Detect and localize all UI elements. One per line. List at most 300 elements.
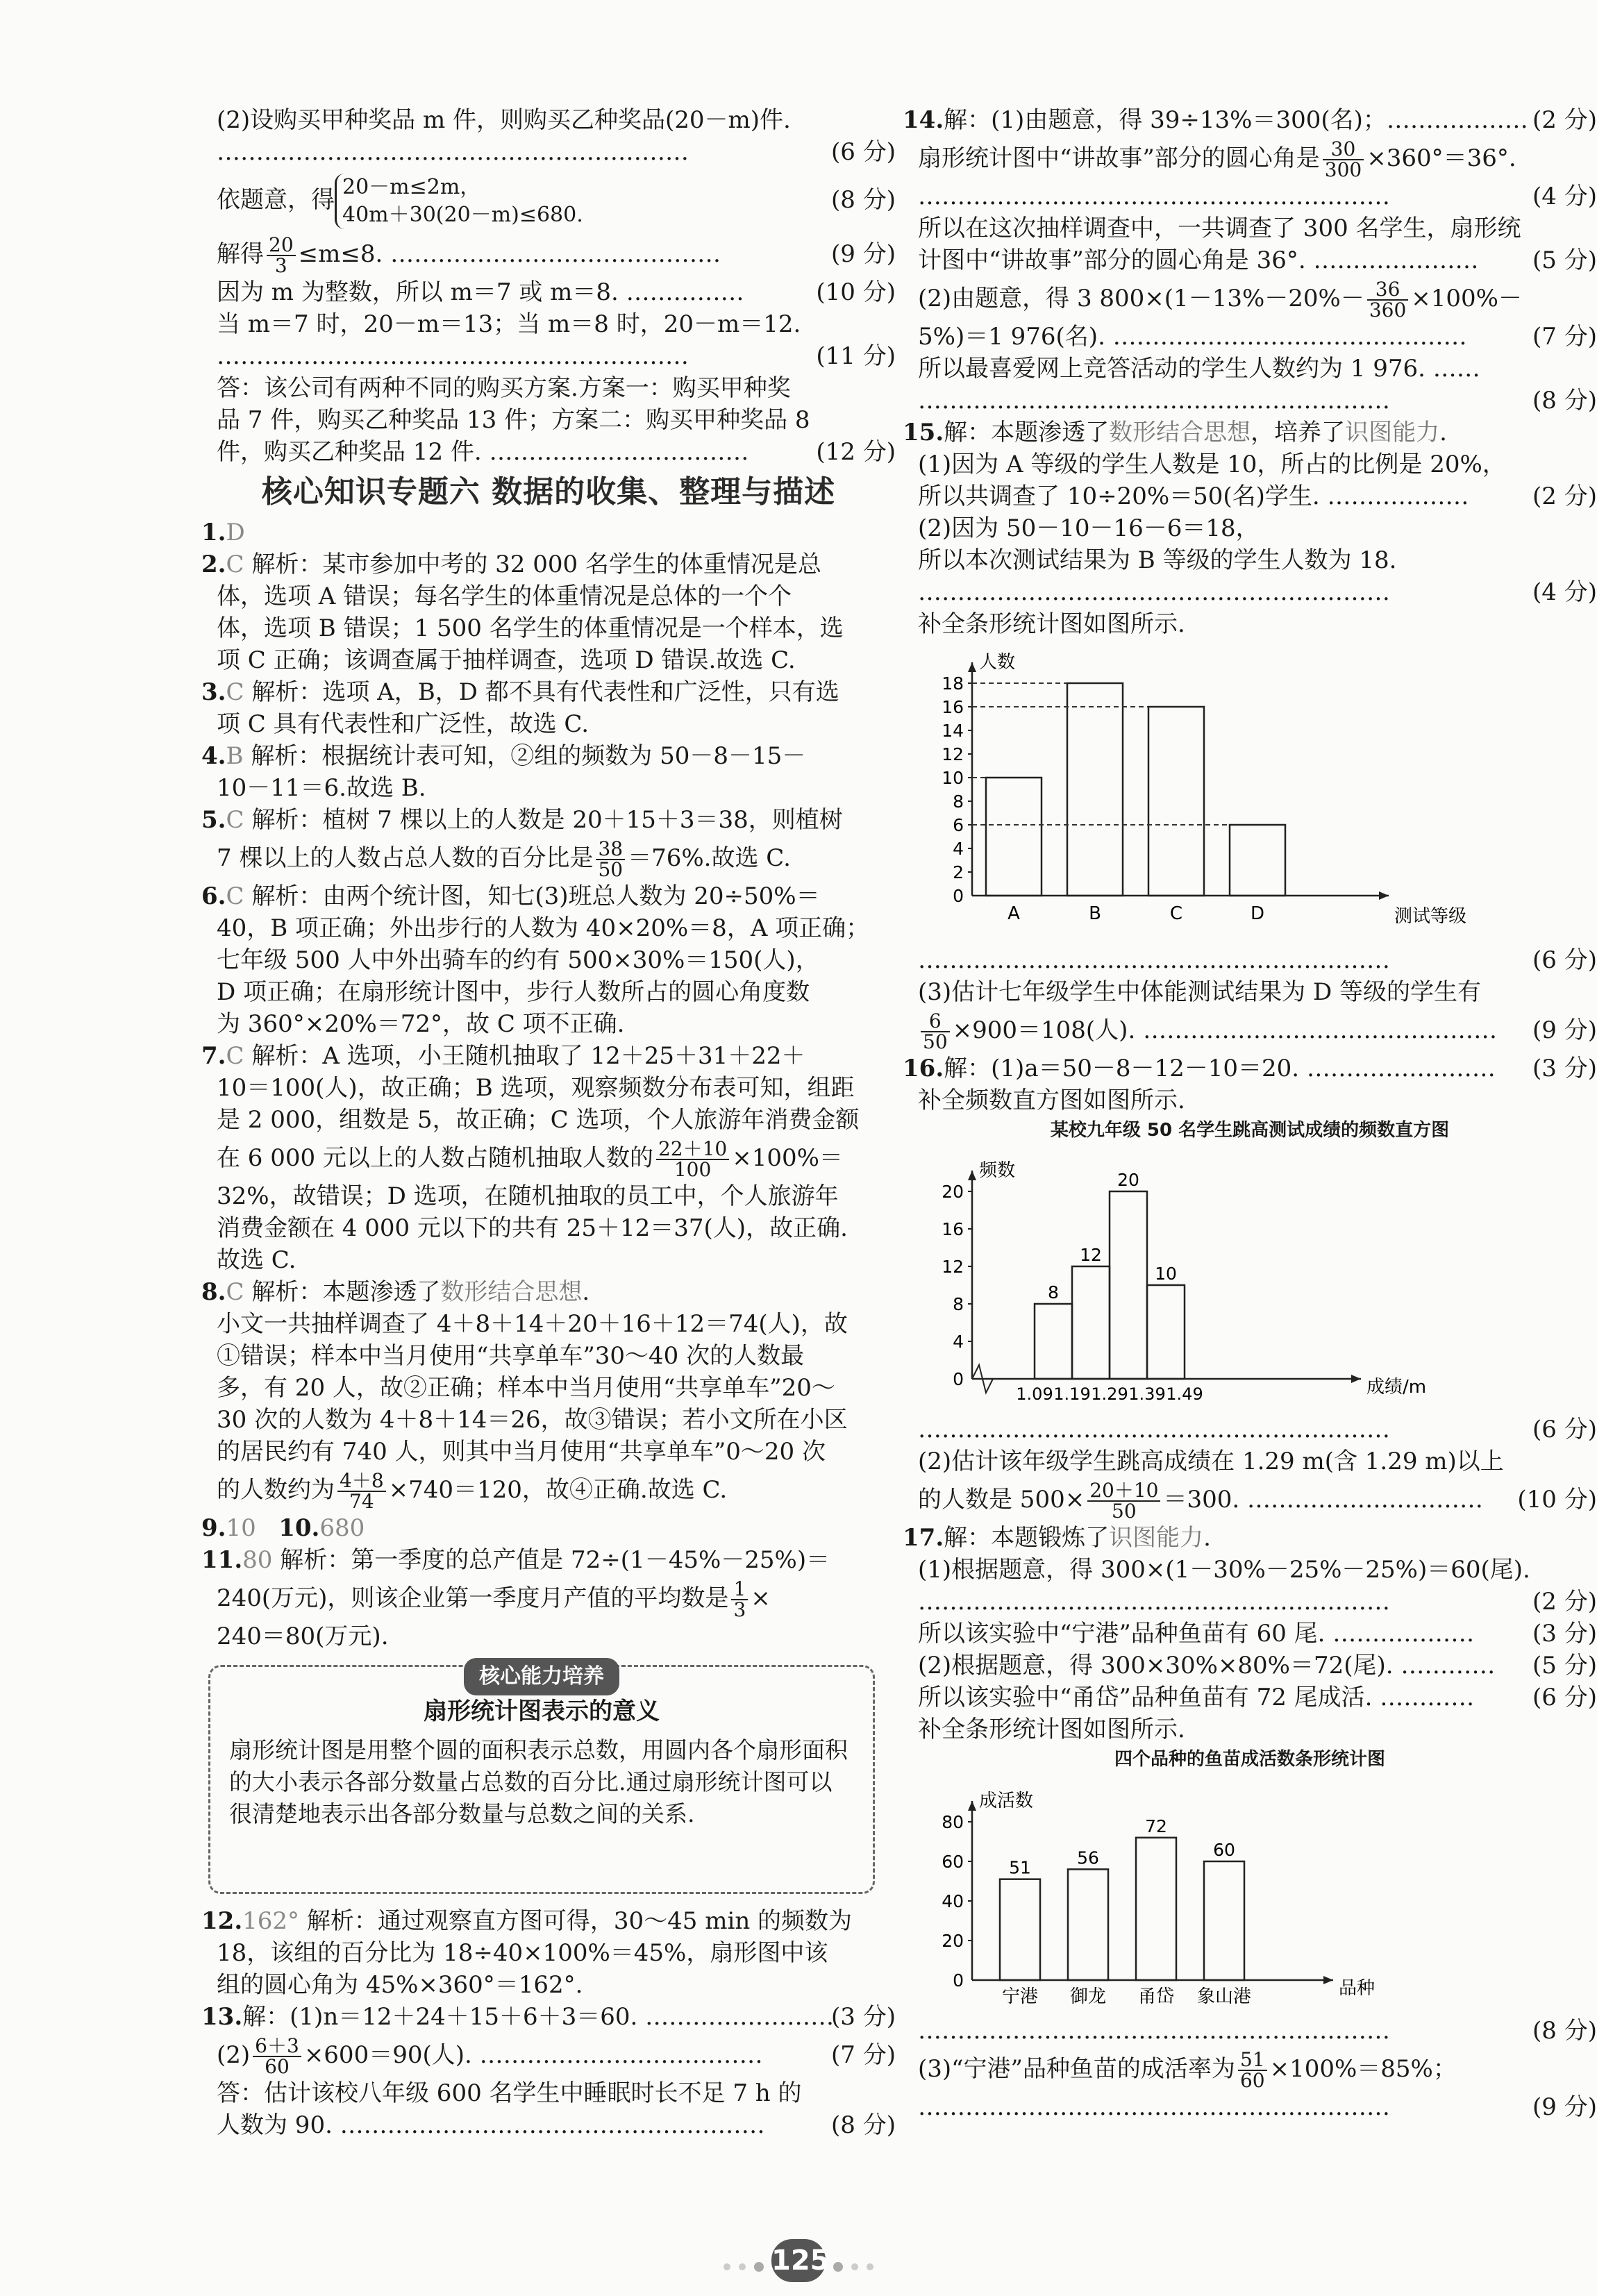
text: …………………………………………………… bbox=[918, 1588, 1390, 1616]
text: (1)根据题意，得 300×(1－30%－25%－25%)＝60(尾). bbox=[918, 1556, 1530, 1584]
y-tick-label: 6 bbox=[953, 815, 964, 835]
text-line bbox=[903, 276, 1597, 321]
x-tick-label: 1.19 bbox=[1053, 1384, 1091, 1404]
text: D 项正确；在扇形统计图中，步行人数所占的圆心角度数 bbox=[217, 978, 810, 1006]
text-line bbox=[201, 740, 896, 772]
text: …………………………………………………… bbox=[217, 342, 689, 370]
score-label: (8 分) bbox=[831, 2111, 896, 2139]
text: 解析：第一季度的总产值是 72÷(1－45%－25%)＝ bbox=[280, 1546, 830, 1574]
bar bbox=[1136, 1838, 1176, 1980]
question-number: 15. bbox=[903, 419, 944, 446]
text: . bbox=[582, 1278, 590, 1306]
score-label: (8 分) bbox=[1532, 2017, 1597, 2045]
text: 5%)＝1 976(名). ……………………………………… bbox=[918, 323, 1467, 351]
text-line bbox=[201, 1576, 896, 1620]
text-line bbox=[903, 480, 1597, 512]
x-tick-label: 御龙 bbox=[1069, 1986, 1107, 2007]
text: 因为 m 为整数，所以 m＝7 或 m＝8. …………… bbox=[217, 278, 744, 306]
x-axis-arrow bbox=[1323, 1976, 1333, 1984]
answer-16-part2 bbox=[903, 1414, 1597, 1522]
box-body: 扇形统计图是用整个圆的面积表示总数，用圆内各个扇形面积的大小表示各部分数量占总数的百分比.通过扇形统计图可以很清楚地表示出各部分数量与总数之间的关系. bbox=[229, 1736, 848, 1827]
text-line bbox=[903, 1446, 1597, 1477]
text: 消费金额在 4 000 元以下的共有 25＋12＝37(人)，故正确. bbox=[217, 1214, 848, 1242]
text-line bbox=[201, 912, 896, 944]
score-label: (12 分) bbox=[816, 438, 896, 466]
answer-14 bbox=[903, 104, 1597, 417]
text: …………………………………………………… bbox=[918, 2017, 1390, 2045]
score-label: (2 分) bbox=[1532, 106, 1597, 134]
text-line bbox=[903, 2091, 1597, 2123]
y-tick-label: 8 bbox=[953, 791, 964, 812]
question-number: 6. bbox=[201, 882, 226, 910]
score-label: (9 分) bbox=[1532, 1016, 1597, 1044]
y-tick-label: 16 bbox=[942, 1219, 964, 1239]
answer-1: 1.D bbox=[201, 519, 245, 546]
text-line bbox=[903, 1522, 1597, 1554]
text: 解析：某市参加中考的 32 000 名学生的体重情况是总 bbox=[251, 551, 821, 578]
fraction bbox=[656, 1139, 729, 1180]
score-label: (2 分) bbox=[1532, 1588, 1597, 1616]
text: 扇形统计图中“讲故事”部分的圆心角是 bbox=[918, 144, 1320, 172]
denominator: 60 bbox=[265, 2055, 290, 2078]
text: 7 棵以上的人数占总人数的百分比是 bbox=[217, 844, 594, 872]
answer-5 bbox=[201, 804, 896, 880]
text: 故选 C. bbox=[217, 1246, 296, 1274]
score-label: (10 分) bbox=[1517, 1486, 1597, 1514]
text: (1)因为 A 等级的学生人数是 10，所占的比例是 20%， bbox=[918, 451, 1506, 478]
question-number: 7. bbox=[201, 1042, 226, 1070]
x-tick-label: D bbox=[1250, 903, 1265, 924]
spacer bbox=[244, 1278, 252, 1306]
text: 为 360°×20%＝72°，故 C 项不正确. bbox=[217, 1010, 625, 1038]
answer-choice: C bbox=[226, 1278, 244, 1306]
answer-2 bbox=[201, 548, 896, 676]
text-line bbox=[903, 576, 1597, 608]
x-tick-label: 象山港 bbox=[1196, 1986, 1252, 2007]
text: …………………………………………………… bbox=[918, 183, 1390, 210]
fraction bbox=[921, 1009, 950, 1053]
text-line bbox=[201, 804, 896, 836]
score-label: (11 分) bbox=[816, 342, 896, 370]
text: 依题意，得 bbox=[217, 186, 335, 214]
answer-11 bbox=[201, 1544, 896, 1652]
fraction bbox=[731, 1579, 748, 1620]
text-line bbox=[201, 1905, 896, 1937]
text: ×900＝108(人). ……………………………………… bbox=[952, 1016, 1498, 1044]
text: ＝300. ………………………… bbox=[1163, 1486, 1483, 1514]
text-line bbox=[201, 276, 896, 308]
text: 答：估计该校八年级 600 名学生中睡眠时长不足 7 h 的 bbox=[217, 2079, 802, 2107]
answer-choice: C bbox=[226, 678, 244, 706]
answer-8 bbox=[201, 1276, 896, 1512]
bar bbox=[1067, 683, 1123, 896]
x-tick-label: A bbox=[1007, 903, 1020, 924]
page-number-badge bbox=[0, 2239, 1597, 2282]
text-line bbox=[201, 1104, 896, 1136]
score-label: (9 分) bbox=[831, 240, 896, 268]
histogram-jump-scores bbox=[930, 1150, 1458, 1414]
numerator: 38 bbox=[596, 839, 625, 860]
text: 解：本题渗透了 bbox=[944, 419, 1110, 446]
text: 解析：选项 A，B，D 都不具有代表性和广泛性，只有选 bbox=[251, 678, 839, 706]
spacer bbox=[244, 678, 252, 706]
text: 小文一共抽样调查了 4＋8＋14＋20＋16＋12＝74(人)，故 bbox=[217, 1310, 848, 1338]
y-axis-arrow bbox=[968, 662, 976, 672]
text-line bbox=[903, 1586, 1597, 1618]
score-label: (5 分) bbox=[1532, 1652, 1597, 1679]
text: (2)由题意，得 3 800×(1－13%－20%－ bbox=[918, 285, 1364, 312]
data-label: 56 bbox=[1077, 1847, 1099, 1868]
question-number: 17. bbox=[903, 1524, 944, 1552]
box-title: 扇形统计图表示的意义 bbox=[424, 1698, 660, 1725]
text-line bbox=[201, 836, 896, 880]
highlight: 识图能力 bbox=[1109, 1524, 1204, 1552]
text: ×100%－ bbox=[1411, 285, 1522, 312]
y-tick-label: 0 bbox=[953, 1970, 964, 1991]
text-line bbox=[903, 944, 1597, 976]
text-line bbox=[201, 548, 896, 580]
denominator: 3 bbox=[274, 254, 287, 277]
text: ，培养了 bbox=[1251, 419, 1346, 446]
text-line bbox=[903, 1682, 1597, 1713]
text: …………………………………………………… bbox=[918, 1416, 1390, 1443]
left-column bbox=[201, 104, 896, 2141]
text-line bbox=[201, 976, 896, 1008]
text: 解析：本题渗透了 bbox=[251, 1278, 441, 1306]
text-line bbox=[201, 2001, 896, 2033]
score-label: (7 分) bbox=[831, 2041, 896, 2069]
score-label: (8 分) bbox=[831, 186, 896, 214]
x-tick-label: 1.09 bbox=[1016, 1384, 1053, 1404]
y-axis-label: 成活数 bbox=[979, 1791, 1034, 1811]
data-label: 8 bbox=[1048, 1282, 1059, 1302]
fraction bbox=[253, 2036, 301, 2077]
spacer bbox=[272, 1546, 280, 1574]
inequality: 40m＋30(20－m)≤680. bbox=[342, 203, 583, 227]
answer-7 bbox=[201, 1040, 896, 1276]
x-tick-label: C bbox=[1169, 903, 1183, 924]
text-line bbox=[201, 1340, 896, 1372]
x-tick-label: 1.39 bbox=[1128, 1384, 1166, 1404]
answer-12 bbox=[201, 1905, 896, 2001]
text-line bbox=[903, 2047, 1597, 2091]
bar-chart-fish-survival bbox=[930, 1779, 1458, 2015]
text: ＝76%.故选 C. bbox=[628, 844, 791, 872]
answer-choice: C bbox=[226, 1042, 244, 1070]
text: 40，B 项正确；外出步行的人数为 40×20%＝8，A 项正确； bbox=[217, 914, 870, 942]
text: 计图中“讲故事”部分的圆心角是 36°. ………………… bbox=[918, 246, 1479, 274]
text: 解析：A 选项，小王随机抽取了 12＋25＋31＋22＋ bbox=[251, 1042, 805, 1070]
answer-13 bbox=[201, 2001, 896, 2141]
text-line bbox=[201, 1969, 896, 2001]
fraction bbox=[1367, 280, 1408, 320]
score-label: (3 分) bbox=[1532, 1620, 1597, 1648]
text: ×100%＝ bbox=[732, 1144, 843, 1172]
question-number: 2. bbox=[201, 551, 226, 578]
score-label: (5 分) bbox=[1532, 246, 1597, 274]
score-label: (9 分) bbox=[1532, 2093, 1597, 2121]
text-line bbox=[903, 353, 1597, 385]
text: 组的圆心角为 45%×360°＝162°. bbox=[217, 1971, 583, 1999]
text-line bbox=[201, 772, 896, 804]
text: 所以最喜爱网上竞答活动的学生人数约为 1 976. …… bbox=[918, 355, 1480, 383]
text: 所以该实验中“甬岱”品种鱼苗有 72 尾成活. ………… bbox=[918, 1684, 1475, 1711]
score-label: (6 分) bbox=[1532, 946, 1597, 974]
numerator: 20 bbox=[267, 235, 296, 256]
text: …………………………………………………… bbox=[918, 387, 1390, 414]
bar bbox=[1204, 1861, 1244, 1980]
fraction bbox=[1087, 1481, 1160, 1521]
text-line bbox=[903, 385, 1597, 417]
answer-15-part1 bbox=[903, 417, 1597, 640]
y-tick-label: 80 bbox=[942, 1812, 964, 1832]
text-line bbox=[201, 1372, 896, 1404]
numerator: 20＋10 bbox=[1087, 1481, 1160, 1502]
question-number: 11. bbox=[201, 1546, 243, 1574]
text: 答：该公司有两种不同的购买方案.方案一：购买甲种奖 bbox=[217, 374, 791, 402]
x-tick-label: 1.49 bbox=[1166, 1384, 1203, 1404]
text-line bbox=[201, 1008, 896, 1040]
numerator: 6 bbox=[921, 1012, 950, 1032]
text-line bbox=[201, 1620, 896, 1652]
score-label: (6 分) bbox=[1532, 1416, 1597, 1443]
fraction bbox=[1323, 137, 1364, 181]
question-number: 12. bbox=[201, 1907, 243, 1935]
text-line bbox=[903, 136, 1597, 181]
x-tick-label: 甬岱 bbox=[1137, 1986, 1175, 2007]
text: 所以共调查了 10÷20%＝50(名)学生. ……………… bbox=[918, 483, 1469, 510]
bar bbox=[1068, 1869, 1108, 1980]
text: 18，该组的百分比为 18÷40×100%＝45%，扇形图中该 bbox=[217, 1939, 828, 1967]
answer-9-10: 9.10 10.680 bbox=[201, 1514, 365, 1542]
spacer bbox=[244, 882, 252, 910]
answer-choice: C bbox=[226, 882, 244, 910]
text-line bbox=[201, 1404, 896, 1436]
bar bbox=[1035, 1304, 1072, 1379]
fraction bbox=[337, 1471, 386, 1511]
numerator: 30 bbox=[1323, 140, 1364, 160]
y-axis-arrow bbox=[968, 1171, 976, 1180]
answer-choice: C bbox=[226, 806, 244, 834]
text: 人数为 90. ……………………………………………… bbox=[217, 2111, 765, 2139]
data-label: 72 bbox=[1145, 1816, 1167, 1836]
text-line bbox=[903, 321, 1597, 353]
inequality: 20－m≤2m， bbox=[342, 175, 481, 199]
text: 解：(1)a＝50－8－12－10＝20. …………………… bbox=[944, 1055, 1496, 1082]
denominator: 50 bbox=[598, 858, 624, 881]
bar bbox=[1110, 1191, 1147, 1379]
text-line bbox=[201, 1436, 896, 1468]
text: 体，选项 A 错误；每名学生的体重情况是总体的一个个 bbox=[217, 583, 792, 610]
text: (3)“宁港”品种鱼苗的成活率为 bbox=[918, 2055, 1235, 2083]
text-line bbox=[201, 1468, 896, 1512]
y-tick-label: 20 bbox=[942, 1182, 964, 1202]
text: ×360°＝36°. bbox=[1366, 144, 1516, 172]
text-line bbox=[201, 436, 896, 468]
text: 补全频数直方图如图所示. bbox=[918, 1087, 1185, 1114]
score-label: (8 分) bbox=[1532, 387, 1597, 414]
y-axis-label: 频数 bbox=[979, 1160, 1016, 1181]
y-tick-label: 0 bbox=[953, 886, 964, 906]
text-line bbox=[201, 1937, 896, 1969]
text-line bbox=[903, 608, 1597, 640]
text: 解：(1)n＝12＋24＋15＋6＋3＝60. …………………… bbox=[242, 2003, 835, 2031]
text-line bbox=[903, 1414, 1597, 1446]
bar bbox=[1148, 707, 1204, 896]
text-line bbox=[201, 1308, 896, 1340]
answer-15-part2 bbox=[903, 944, 1597, 1053]
data-label: 12 bbox=[1080, 1245, 1102, 1265]
text: 的人数是 500× bbox=[918, 1486, 1085, 1514]
histogram-title: 某校九年级 50 名学生跳高测试成绩的频数直方图 bbox=[1050, 1120, 1450, 1141]
y-tick-label: 12 bbox=[942, 1257, 964, 1277]
text: ≤m≤8. …………………………………… bbox=[298, 240, 721, 268]
text-line bbox=[903, 1084, 1597, 1116]
answer-4 bbox=[201, 740, 896, 804]
box-badge: 核心能力培养 bbox=[464, 1658, 619, 1695]
text-line bbox=[903, 512, 1597, 544]
y-tick-label: 2 bbox=[953, 862, 964, 882]
answer-choice: 80 bbox=[242, 1546, 273, 1574]
numerator: 6＋3 bbox=[253, 2036, 301, 2057]
highlight: 识图能力 bbox=[1345, 419, 1440, 446]
text: 解：本题锻炼了 bbox=[944, 1524, 1110, 1552]
x-axis-arrow bbox=[1351, 1375, 1361, 1383]
equation-system bbox=[335, 174, 583, 229]
text: 补全条形统计图如图所示. bbox=[918, 610, 1185, 638]
answer-3 bbox=[201, 676, 896, 740]
spacer bbox=[244, 742, 251, 770]
denominator: 50 bbox=[1112, 1500, 1137, 1523]
text-line bbox=[903, 1477, 1597, 1522]
text: …………………………………………………… bbox=[918, 946, 1390, 974]
y-tick-label: 16 bbox=[942, 697, 964, 717]
denominator: 300 bbox=[1324, 158, 1362, 181]
text: (2)因为 50－10－16－6＝18， bbox=[918, 514, 1260, 542]
spacer bbox=[299, 1907, 307, 1935]
score-label: (6 分) bbox=[831, 138, 896, 166]
text: (2) bbox=[217, 2041, 251, 2069]
text: ×100%＝85%； bbox=[1269, 2055, 1457, 2083]
text: 项 C 正确；该调查属于抽样调查，选项 D 错误.故选 C. bbox=[217, 646, 796, 674]
text: 所以本次测试结果为 B 等级的学生人数为 18. bbox=[918, 546, 1397, 574]
denominator: 50 bbox=[923, 1030, 948, 1053]
y-tick-label: 10 bbox=[942, 768, 964, 788]
core-ability-box bbox=[208, 1665, 875, 1894]
text-line bbox=[903, 544, 1597, 576]
numerator: 22＋10 bbox=[656, 1139, 729, 1160]
y-tick-label: 4 bbox=[953, 1332, 964, 1352]
answer-choice: B bbox=[226, 742, 244, 770]
bar bbox=[986, 778, 1042, 896]
text: …………………………………………………… bbox=[918, 578, 1390, 606]
x-axis-label: 测试等级 bbox=[1394, 906, 1467, 927]
text: 体，选项 B 错误；1 500 名学生的体重情况是一个样本，选 bbox=[217, 614, 844, 642]
right-column bbox=[903, 104, 1597, 2123]
highlight: 数形结合思想 bbox=[1109, 419, 1251, 446]
text-line bbox=[201, 1180, 896, 1212]
text: (3)估计七年级学生中体能测试结果为 D 等级的学生有 bbox=[918, 978, 1482, 1006]
text-line bbox=[201, 580, 896, 612]
text: 在 6 000 元以上的人数占随机抽取人数的 bbox=[217, 1144, 653, 1172]
y-tick-label: 18 bbox=[942, 673, 964, 694]
question-number: 4. bbox=[201, 742, 226, 770]
x-axis-label: 品种 bbox=[1339, 1978, 1376, 1999]
data-label: 20 bbox=[1117, 1170, 1139, 1190]
y-tick-label: 20 bbox=[942, 1931, 964, 1951]
y-tick-label: 0 bbox=[953, 1369, 964, 1389]
x-tick-label: 宁港 bbox=[1001, 1986, 1039, 2007]
text: 240＝80(万元). bbox=[217, 1623, 389, 1650]
spacer bbox=[244, 551, 252, 578]
text-line bbox=[201, 404, 896, 436]
answer-17-part1 bbox=[903, 1522, 1597, 1745]
text: 解：(1)由题意，得 39÷13%＝300(名)；……………… bbox=[944, 106, 1528, 134]
text-line bbox=[201, 1136, 896, 1180]
y-tick-label: 60 bbox=[942, 1852, 964, 1872]
text: 补全条形统计图如图所示. bbox=[918, 1716, 1185, 1743]
answer-choice: C bbox=[226, 551, 244, 578]
text: 解析：由两个统计图，知七(3)班总人数为 20÷50%＝ bbox=[251, 882, 820, 910]
text-line bbox=[903, 1053, 1597, 1084]
text: 32%，故错误；D 选项，在随机抽取的员工中，个人旅游年 bbox=[217, 1182, 839, 1210]
score-label: (3 分) bbox=[1532, 1055, 1597, 1082]
score-label: (10 分) bbox=[816, 278, 896, 306]
text-line bbox=[903, 976, 1597, 1008]
bar-chart-test-levels bbox=[930, 646, 1467, 944]
spacer bbox=[244, 806, 252, 834]
x-tick-label: 1.29 bbox=[1091, 1384, 1128, 1404]
text: 的居民约有 740 人，则其中当月使用“共享单车”0～20 次 bbox=[217, 1438, 826, 1466]
text: 件，购买乙种奖品 12 件. …………………………… bbox=[217, 438, 749, 466]
text: 解得 bbox=[217, 240, 264, 268]
score-label: (3 分) bbox=[831, 2003, 896, 2031]
bar bbox=[1072, 1266, 1110, 1379]
denominator: 60 bbox=[1239, 2069, 1265, 2092]
page-number: 125 bbox=[771, 2239, 826, 2282]
question-number: 3. bbox=[201, 678, 226, 706]
text: 解析：通过观察直方图可得，30～45 min 的频数为 bbox=[306, 1907, 853, 1935]
x-axis-arrow bbox=[1379, 891, 1389, 900]
text: 所以该实验中“宁港”品种鱼苗有 60 尾. ……………… bbox=[918, 1620, 1475, 1648]
y-axis-label: 人数 bbox=[979, 652, 1016, 673]
text-line bbox=[201, 708, 896, 740]
denominator: 100 bbox=[674, 1158, 712, 1181]
data-label: 60 bbox=[1213, 1840, 1235, 1860]
text-line bbox=[201, 2033, 896, 2077]
question-number: 16. bbox=[903, 1055, 944, 1082]
text-line bbox=[201, 2077, 896, 2109]
fraction bbox=[596, 839, 625, 880]
answer-6 bbox=[201, 880, 896, 1040]
text: 30 次的人数为 4＋8＋14＝26，故③错误；若小文所在小区 bbox=[217, 1406, 848, 1434]
y-tick-label: 4 bbox=[953, 839, 964, 859]
text: …………………………………………………… bbox=[918, 2093, 1390, 2121]
text-line bbox=[201, 104, 896, 136]
bar bbox=[1147, 1285, 1185, 1379]
text: 品 7 件，购买乙种奖品 13 件；方案二：购买甲种奖品 8 bbox=[217, 406, 810, 434]
fraction bbox=[267, 235, 296, 276]
answer-17-part2 bbox=[903, 2015, 1597, 2123]
text-line bbox=[201, 1244, 896, 1276]
spacer bbox=[244, 1042, 252, 1070]
text-line bbox=[903, 1713, 1597, 1745]
question-number: 13. bbox=[201, 2003, 243, 2031]
text: 解析：根据统计表可知，②组的频数为 50－8－15－ bbox=[251, 742, 806, 770]
text: 项 C 具有代表性和广泛性，故选 C. bbox=[217, 710, 590, 738]
text-line bbox=[201, 308, 896, 340]
score-label: (4 分) bbox=[1532, 183, 1597, 210]
